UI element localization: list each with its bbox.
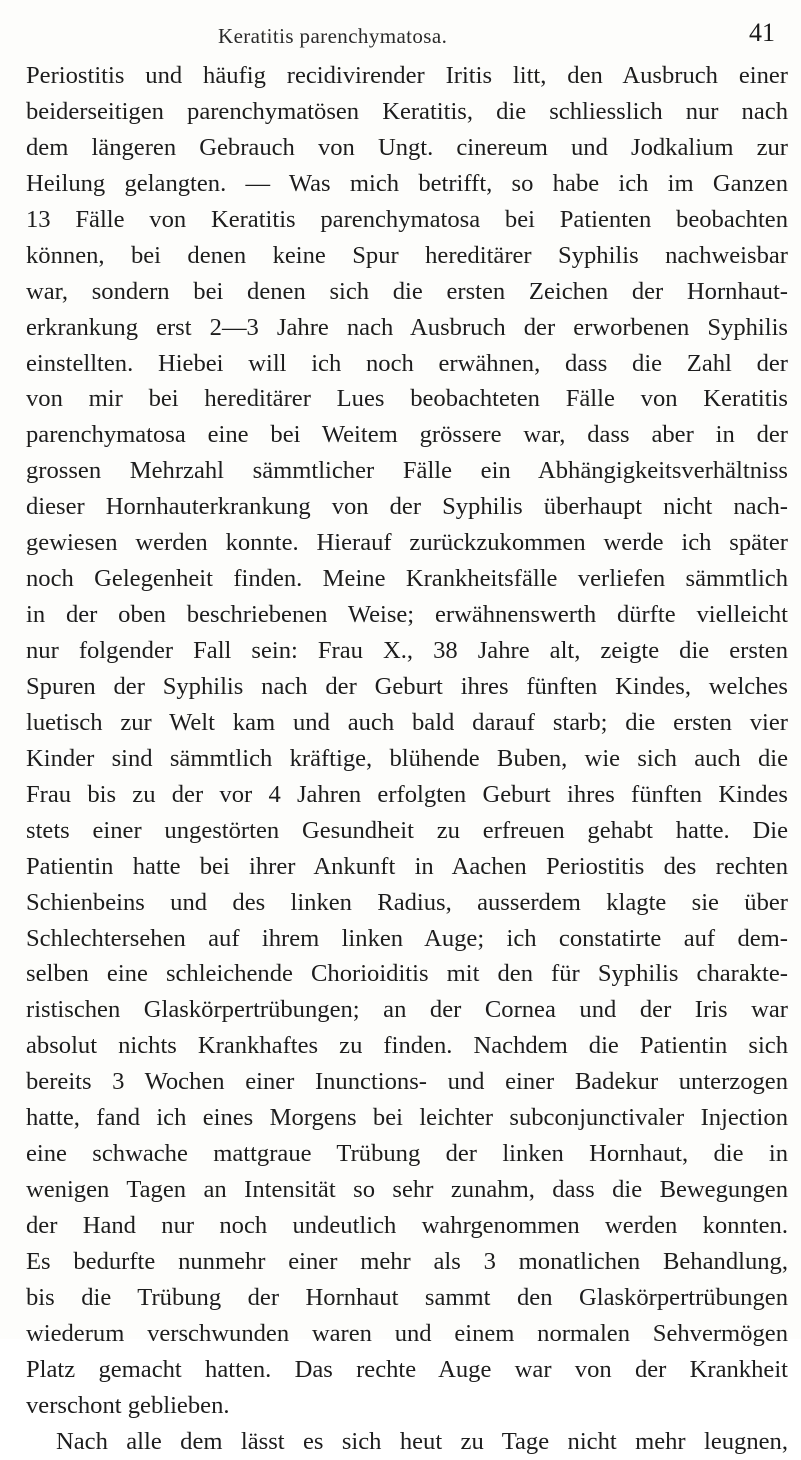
text-line: können, bei denen keine Spur hereditärer Syphilis nachweisbar: [26, 241, 788, 269]
text-line: nur folgender Fall sein: Frau X., 38 Jahre alt, zeigte die ersten: [26, 637, 788, 664]
text-line: luetisch zur Welt kam und auch bald darauf starb; die ersten vier: [26, 708, 788, 736]
text-line: Schienbeins und des linken Radius, ausserdem klagte sie über: [26, 888, 788, 916]
text-line: noch Gelegenheit finden. Meine Krankheitsfälle verliefen sämmtlich: [26, 565, 788, 593]
text-line: ristischen Glaskörpertrübungen; an der Cornea und der Iris war: [26, 996, 788, 1024]
running-title: Keratitis parenchymatosa.: [218, 24, 448, 48]
paragraph-end-line: verschont geblieben.: [26, 1391, 230, 1419]
text-line: bereits 3 Wochen einer Inunctions- und einer Badekur unterzogen: [26, 1068, 788, 1096]
text-line: Periostitis und häufig recidivirender Iritis litt, den Ausbruch einer: [26, 62, 788, 89]
text-line: der Hand nur noch undeutlich wahrgenommen werden konnten.: [26, 1212, 788, 1239]
text-line: parenchymatosa eine bei Weitem grössere war, dass aber in der: [26, 421, 788, 449]
text-line: wiederum verschwunden waren und einem normalen Sehvermögen: [26, 1319, 788, 1347]
text-line: stets einer ungestörten Gesundheit zu erfreuen gehabt hatte. Die: [26, 816, 788, 844]
paragraph-start-line: Nach alle dem lässt es sich heut zu Tage nicht mehr leugnen,: [56, 1427, 788, 1455]
text-line: in der oben beschriebenen Weise; erwähnenswerth dürfte vielleicht: [26, 601, 788, 629]
text-line: gewiesen werden konnte. Hierauf zurückzukommen werde ich später: [26, 529, 788, 557]
text-line: hatte, fand ich eines Morgens bei leichter subconjunctivaler Injection: [26, 1104, 788, 1132]
text-line: Heilung gelangten. — Was mich betrifft, so habe ich im Ganzen: [26, 169, 788, 197]
text-line: dem längeren Gebrauch von Ungt. cinereum und Jodkalium zur: [26, 133, 788, 161]
body-text: [26, 58, 788, 1460]
text-line: eine schwache mattgraue Trübung der linken Hornhaut, die in: [26, 1140, 788, 1168]
text-line: dieser Hornhauterkrankung von der Syphilis überhaupt nicht nach-: [26, 493, 788, 521]
running-head: [0, 14, 801, 54]
text-line: grossen Mehrzahl sämmtlicher Fälle ein Abhängigkeitsverhältniss: [26, 457, 788, 485]
page-number: 41: [749, 18, 775, 47]
text-line: selben eine schleichende Chorioiditis mit den für Syphilis charakte-: [26, 960, 788, 988]
text-line: war, sondern bei denen sich die ersten Zeichen der Hornhaut-: [26, 277, 788, 305]
text-line: Spuren der Syphilis nach der Geburt ihres fünften Kindes, welches: [26, 672, 788, 700]
text-line: absolut nichts Krankhaftes zu finden. Nachdem die Patientin sich: [26, 1032, 788, 1060]
text-line: Patientin hatte bei ihrer Ankunft in Aachen Periostitis des rechten: [26, 852, 788, 880]
text-line: bis die Trübung der Hornhaut sammt den Glaskörpertrübungen: [26, 1283, 788, 1311]
text-line: Schlechtersehen auf ihrem linken Auge; ich constatirte auf dem-: [26, 924, 788, 952]
text-line: 13 Fälle von Keratitis parenchymatosa bei Patienten beobachten: [26, 205, 788, 233]
text-line: Kinder sind sämmtlich kräftige, blühende Buben, wie sich auch die: [26, 744, 788, 772]
text-line: Es bedurfte nunmehr einer mehr als 3 monatlichen Behandlung,: [26, 1247, 788, 1275]
text-line: wenigen Tagen an Intensität so sehr zunahm, dass die Bewegungen: [26, 1176, 788, 1204]
text-line: Platz gemacht hatten. Das rechte Auge war von der Krankheit: [26, 1355, 788, 1383]
text-line: beiderseitigen parenchymatösen Keratitis, die schliesslich nur nach: [26, 97, 788, 125]
text-line: von mir bei hereditärer Lues beobachteten Fälle von Keratitis: [26, 385, 788, 413]
text-line: erkrankung erst 2—3 Jahre nach Ausbruch der erworbenen Syphilis: [26, 313, 788, 341]
text-line: einstellten. Hiebei will ich noch erwähnen, dass die Zahl der: [26, 349, 788, 377]
text-line: Frau bis zu der vor 4 Jahren erfolgten Geburt ihres fünften Kindes: [26, 780, 788, 808]
